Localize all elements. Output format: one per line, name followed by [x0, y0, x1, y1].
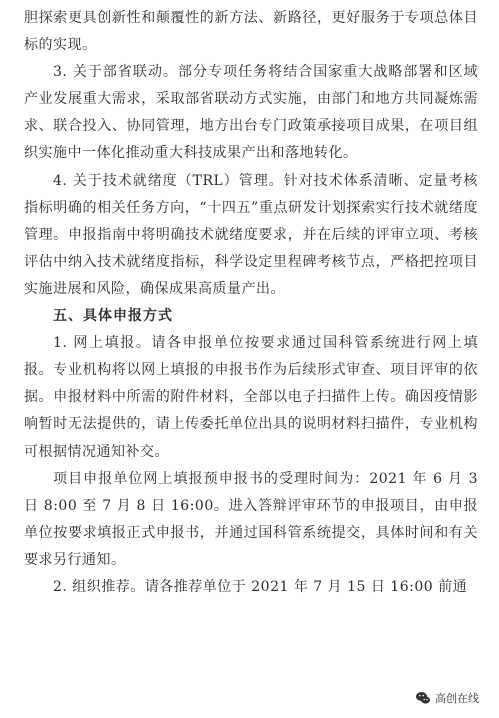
paragraph-intro-continuation: 胆探索更具创新性和颠覆性的新方法、新路径，更好服务于专项总体目标的实现。 [24, 10, 478, 54]
watermark-label: 高创在线 [435, 692, 479, 705]
paragraph-trl-management: 4. 关于技术就绪度（TRL）管理。针对技术体系清晰、定量考核指标明确的相关任务方向，“十四五”重点研发计划探索实行技术就绪度管理。申报指南中将明确技术就绪度要求，并在后续的评审立项、考核评估中纳入技术就绪度指标，科学设定里程碑考核节点，严格把控项目实施进展和风险，确保成果高质量产出。 [24, 172, 478, 297]
paragraph-province-linkage: 3. 关于部省联动。部分专项任务将结合国家重大战略部署和区域产业发展重大需求，采取部省联动方式实施，由部门和地方共同凝炼需求、联合投入、协同管理，地方出台专门政策承接项目成果，在项目组织实施中一体化推动重大科技成果产出和落地转化。 [24, 64, 478, 162]
paragraph-acceptance-time: 项目申报单位网上填报预申报书的受理时间为：2021 年 6 月 3 日 8:00 至 7 月 8 日 16:00。进入答辩评审环节的申报项目，由申报单位按要求填报正式申报书，并通过国科管系统提交，具体时间和有关要求另行通知。 [24, 470, 478, 568]
section-heading-application-method: 五、具体申报方式 [53, 308, 173, 325]
paragraph-online-filing: 1. 网上填报。请各申报单位按要求通过国科管系统进行网上填报。专业机构将以网上填报的申报书作为后续形式审查、项目评审的依据。申报材料中所需的附件材料，全部以电子扫描件上传。确因疫情影响暂时无法提供的，请上传委托单位出具的说明材料扫描件，专业机构可根据情况通知补交。 [24, 335, 478, 460]
paragraph-organization-recommendation: 2. 组织推荐。请各推荐单位于 2021 年 7 月 15 日 16:00 前通 [53, 578, 468, 595]
document-body [24, 5, 478, 601]
account-watermark [409, 688, 485, 708]
wechat-icon [415, 690, 431, 706]
